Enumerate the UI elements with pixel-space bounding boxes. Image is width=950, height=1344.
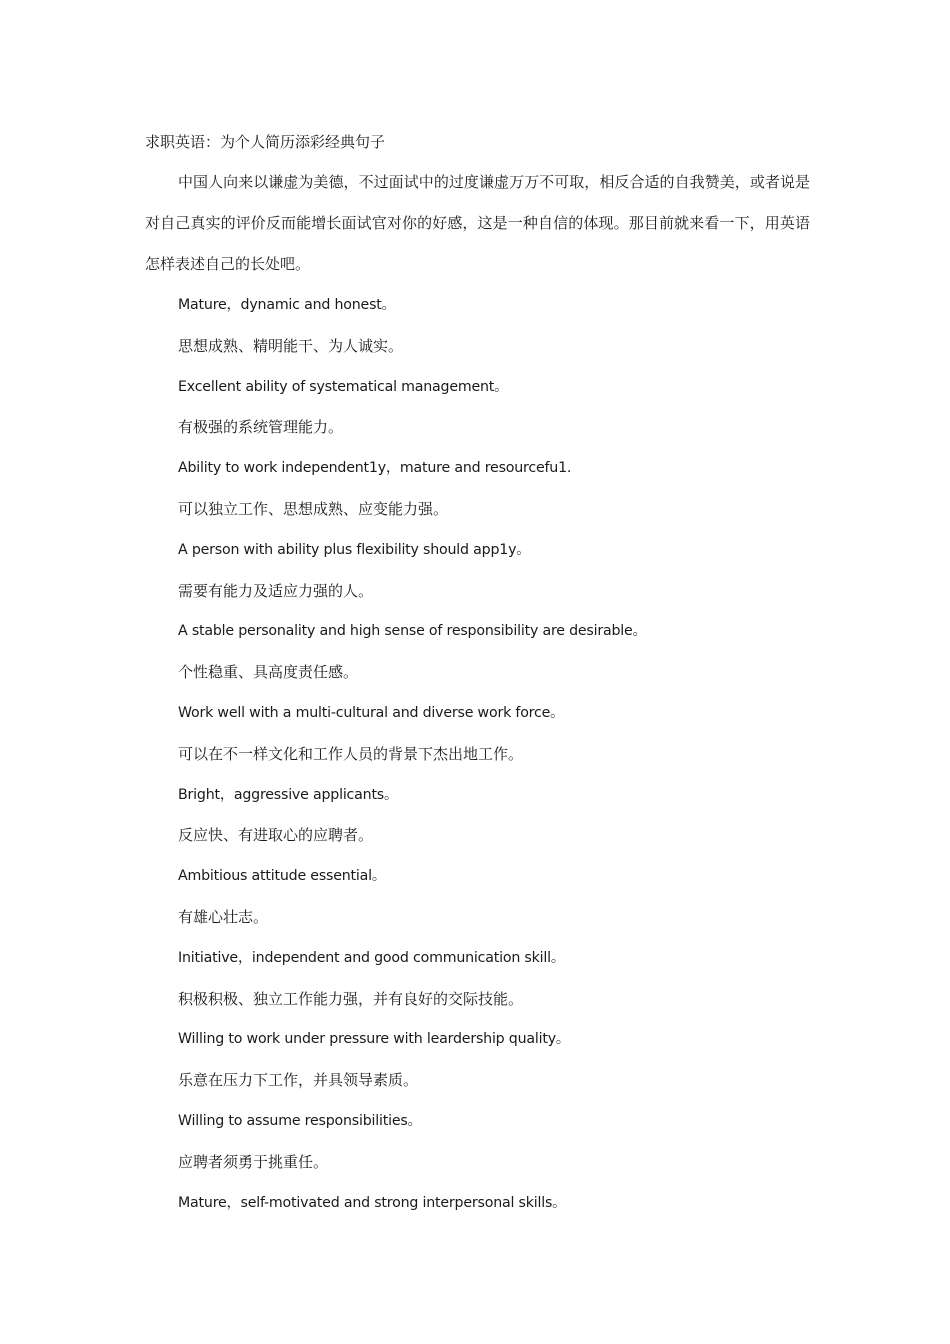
- translation-line: 思想成熟、精明能干、为人诚实。: [178, 336, 404, 355]
- translation-line: 有雄心壮志。: [178, 907, 269, 926]
- phrase-line: Willing to work under pressure with leardership quality。: [178, 1031, 570, 1048]
- translation-line: 积极积极、独立工作能力强，并有良好的交际技能。: [178, 989, 524, 1008]
- phrase-line: Mature，dynamic and honest。: [178, 297, 396, 313]
- translation-line: 需要有能力及适应力强的人。: [178, 581, 374, 600]
- translation-line: 有极强的系统管理能力。: [178, 418, 344, 437]
- translation-line: 个性稳重、具高度责任感。: [178, 663, 359, 682]
- phrase-line: Ability to work independent1y，mature and resourcefu1.: [178, 460, 572, 477]
- translation-line: 可以独立工作、思想成熟、应变能力强。: [178, 499, 449, 518]
- translation-line: 应聘者须勇于挑重任。: [178, 1152, 329, 1171]
- phrase-line: Ambitious attitude essential。: [178, 868, 386, 885]
- document-title: 求职英语：为个人简历添彩经典句子: [145, 133, 386, 151]
- phrase-line: Work well with a multi-cultural and diverse work force。: [178, 704, 565, 721]
- phrase-line: Mature，self-motivated and strong interpersonal skills。: [178, 1194, 567, 1211]
- phrase-line: Initiative，independent and good communication skill。: [178, 949, 565, 966]
- phrase-line: Willing to assume responsibilities。: [178, 1112, 422, 1129]
- intro-paragraph: 中国人向来以谦虚为美德，不过面试中的过度谦虚万万不可取，相反合适的自我赞美，或者说是对自己真实的评价反而能增长面试官对你的好感，这是一种自信的体现。那目前就来看一下，用英语怎样表述自己的长处吧。: [145, 173, 810, 273]
- phrase-line: A person with ability plus flexibility should app1y。: [178, 541, 531, 558]
- translation-line: 反应快、有进取心的应聘者。: [178, 826, 374, 845]
- document-body: [145, 128, 810, 1223]
- translation-line: 可以在不一样文化和工作人员的背景下杰出地工作。: [178, 744, 524, 763]
- phrase-line: Excellent ability of systematical management。: [178, 378, 509, 395]
- translation-line: 乐意在压力下工作，并具领导素质。: [178, 1071, 419, 1090]
- phrase-line: Bright，aggressive applicants。: [178, 786, 398, 803]
- phrase-line: A stable personality and high sense of responsibility are desirable。: [178, 623, 647, 640]
